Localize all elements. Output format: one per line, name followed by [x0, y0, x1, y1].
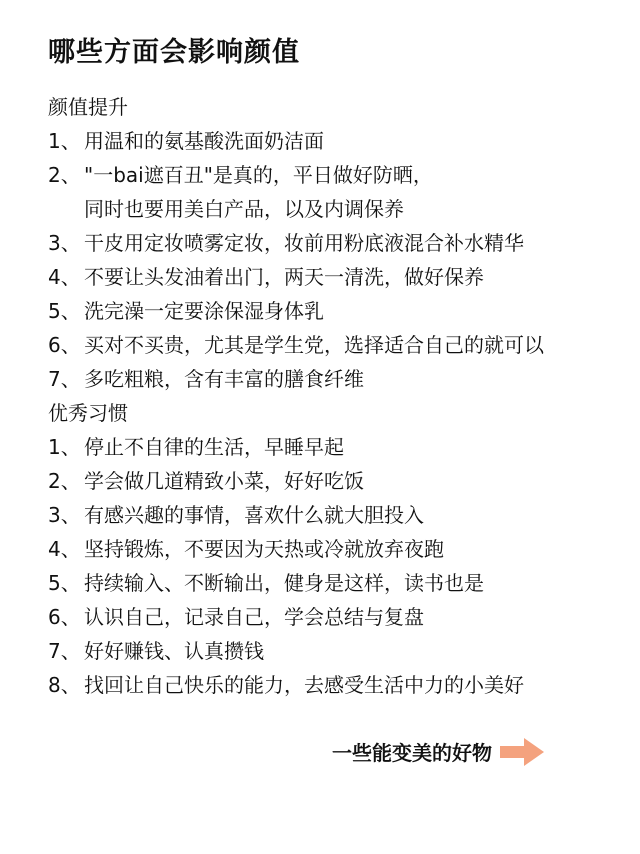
- item-text: 认识自己，记录自己，学会总结与复盘: [84, 605, 424, 629]
- item-number: 7、: [48, 639, 81, 663]
- list-item: [48, 332, 544, 358]
- item-text: 买对不买贵，尤其是学生党，选择适合自己的就可以: [84, 333, 544, 357]
- item-number: 7、: [48, 367, 81, 391]
- list-item: [48, 434, 344, 460]
- footer-link[interactable]: [332, 737, 544, 766]
- item-text: 有感兴趣的事情，喜欢什么就大胆投入: [84, 503, 424, 527]
- page-title: 哪些方面会影响颜值: [48, 37, 300, 68]
- list-item: [48, 638, 264, 664]
- list-item: [48, 570, 484, 596]
- item-text: 持续输入、不断输出，健身是这样，读书也是: [84, 571, 484, 595]
- item-number: 6、: [48, 333, 81, 357]
- list-item: [48, 162, 433, 188]
- item-text: 多吃粗粮，含有丰富的膳食纤维: [84, 367, 364, 391]
- item-number: 4、: [48, 265, 81, 289]
- item-number: 1、: [48, 129, 81, 153]
- list-item: [48, 502, 424, 528]
- item-text: 好好赚钱、认真攒钱: [84, 639, 264, 663]
- item-number: 4、: [48, 537, 81, 561]
- list-item-continuation: 同时也要用美白产品，以及内调保养: [84, 197, 404, 221]
- list-item: [48, 604, 424, 630]
- list-item: [48, 128, 324, 154]
- section-heading-habits: 优秀习惯: [48, 401, 128, 425]
- section-heading-beauty: 颜值提升: [48, 95, 128, 119]
- list-item: [48, 230, 524, 256]
- list-item: [48, 298, 324, 324]
- item-text: 停止不自律的生活，早睡早起: [84, 435, 344, 459]
- list-item: [48, 468, 364, 494]
- item-text: 用温和的氨基酸洗面奶洁面: [84, 129, 324, 153]
- item-number: 3、: [48, 503, 81, 527]
- list-item: [48, 366, 364, 392]
- item-number: 5、: [48, 571, 81, 595]
- list-item: [48, 536, 444, 562]
- item-number: 2、: [48, 163, 81, 187]
- item-text: 学会做几道精致小菜，好好吃饭: [84, 469, 364, 493]
- item-text: 不要让头发油着出门，两天一清洗，做好保养: [84, 265, 484, 289]
- item-number: 1、: [48, 435, 81, 459]
- item-text: 洗完澡一定要涂保湿身体乳: [84, 299, 324, 323]
- item-number: 3、: [48, 231, 81, 255]
- item-number: 5、: [48, 299, 81, 323]
- list-item: [48, 264, 484, 290]
- item-text: 找回让自己快乐的能力，去感受生活中力的小美好: [84, 673, 524, 697]
- item-text: 干皮用定妆喷雾定妆，妆前用粉底液混合补水精华: [84, 231, 524, 255]
- arrow-right-icon: [500, 738, 544, 766]
- list-item: [48, 672, 524, 698]
- item-number: 6、: [48, 605, 81, 629]
- item-text: "一bai遮百丑"是真的，平日做好防晒，: [84, 163, 433, 187]
- footer-text: 一些能变美的好物: [332, 741, 492, 765]
- item-number: 8、: [48, 673, 81, 697]
- item-number: 2、: [48, 469, 81, 493]
- item-text: 坚持锻炼，不要因为天热或冷就放弃夜跑: [84, 537, 444, 561]
